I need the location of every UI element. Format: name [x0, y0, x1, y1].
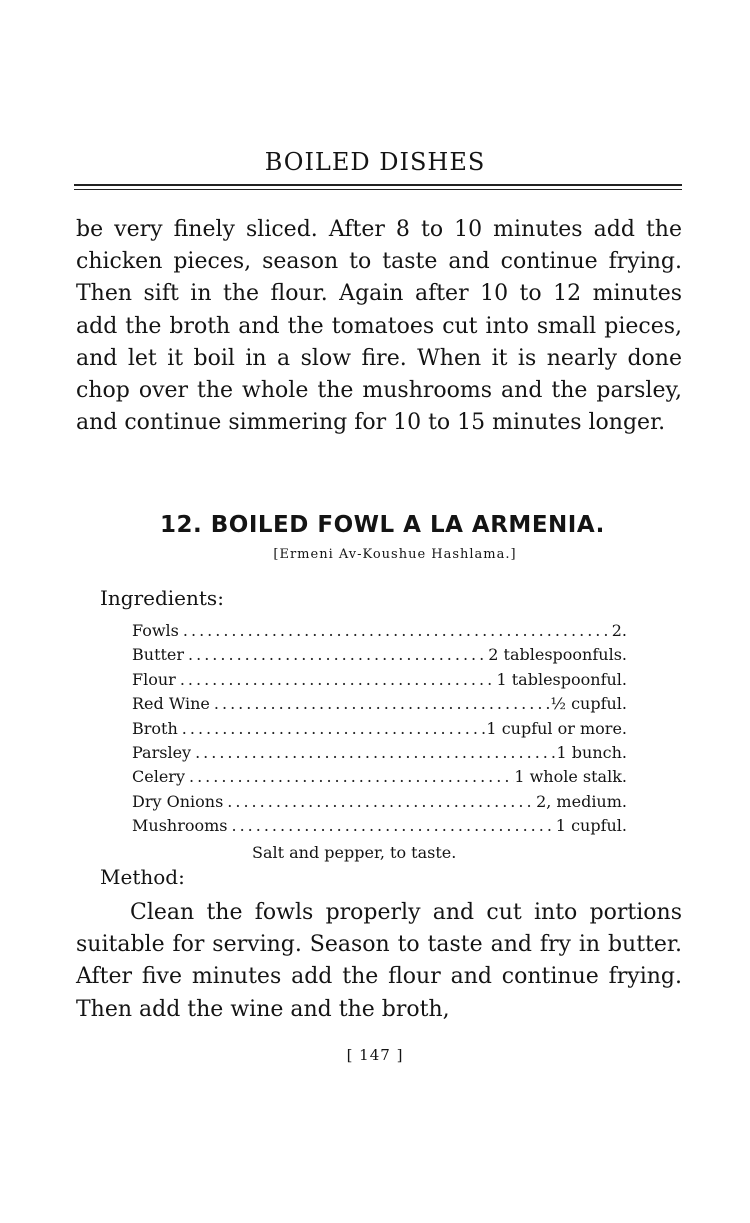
ingredient-row	[132, 645, 627, 669]
dot-leader	[184, 645, 488, 664]
ingredient-amount: 1 bunch.	[556, 742, 627, 762]
ingredient-name: Dry Onions	[132, 791, 224, 811]
header-rule	[74, 184, 682, 186]
dot-leader	[178, 719, 487, 738]
dot-leader	[228, 816, 556, 835]
ingredient-amount: 2.	[611, 621, 627, 640]
ingredient-name: Broth	[132, 718, 178, 738]
ingredient-row	[132, 621, 627, 645]
ingredient-name: Flour	[132, 669, 176, 689]
ingredient-row	[132, 767, 627, 791]
recipe-subtitle: [Ermeni Av-Koushue Hashlama.]	[273, 547, 517, 562]
dot-leader	[210, 694, 551, 713]
dot-leader	[185, 767, 514, 786]
dot-leader	[179, 621, 612, 640]
page-number: [ 147 ]	[346, 1046, 404, 1064]
ingredient-row	[132, 816, 627, 840]
method-paragraph: Clean the fowls properly and cut into portions suitable for serving. Season to taste and fry in butter. After five minutes add the flour and continue frying. Then add the wine and the broth,	[76, 900, 682, 1022]
ingredients-heading: Ingredients:	[100, 586, 224, 610]
ingredient-amount: 1 tablespoonful.	[496, 669, 627, 689]
ingredient-name: Mushrooms	[132, 816, 228, 836]
continued-paragraph: be very finely sliced. After 8 to 10 minutes add the chicken pieces, season to taste and continue frying. Then sift in the flour. Again after 10 to 12 minutes add the broth and the tomatoes cut into small pieces, and let it boil in a slow fire. When it is nearly done chop over the whole the mushrooms and the parsley, and continue simmering for 10 to 15 minutes longer.	[76, 217, 682, 436]
ingredient-row	[132, 670, 627, 694]
ingredient-amount: ½ cupful.	[550, 694, 627, 714]
recipe-title: 12. BOILED FOWL A LA ARMENIA.	[160, 512, 605, 538]
ingredient-row	[132, 694, 627, 718]
ingredient-name: Celery	[132, 767, 185, 787]
method-heading: Method:	[100, 865, 185, 889]
dot-leader	[176, 670, 497, 689]
running-head: BOILED DISHES	[264, 148, 486, 176]
ingredient-name: Fowls	[132, 621, 179, 640]
dot-leader	[223, 792, 536, 811]
ingredient-row	[132, 743, 627, 767]
ingredient-row	[132, 719, 627, 743]
header-rule-thin	[74, 189, 682, 190]
ingredient-amount: 1 cupful.	[555, 816, 627, 836]
ingredient-amount: 1 whole stalk.	[514, 767, 627, 787]
dot-leader	[191, 743, 556, 762]
ingredient-amount: 1 cupful or more.	[486, 718, 627, 738]
seasoning-note: Salt and pepper, to taste.	[252, 843, 457, 862]
ingredient-amount: 2 tablespoonfuls.	[488, 645, 627, 665]
ingredient-amount: 2, medium.	[536, 791, 627, 811]
ingredient-name: Parsley	[132, 742, 192, 762]
ingredient-name: Red Wine	[132, 694, 210, 714]
ingredients-list	[132, 621, 627, 841]
ingredient-name: Butter	[132, 645, 185, 665]
ingredient-row	[132, 792, 627, 816]
